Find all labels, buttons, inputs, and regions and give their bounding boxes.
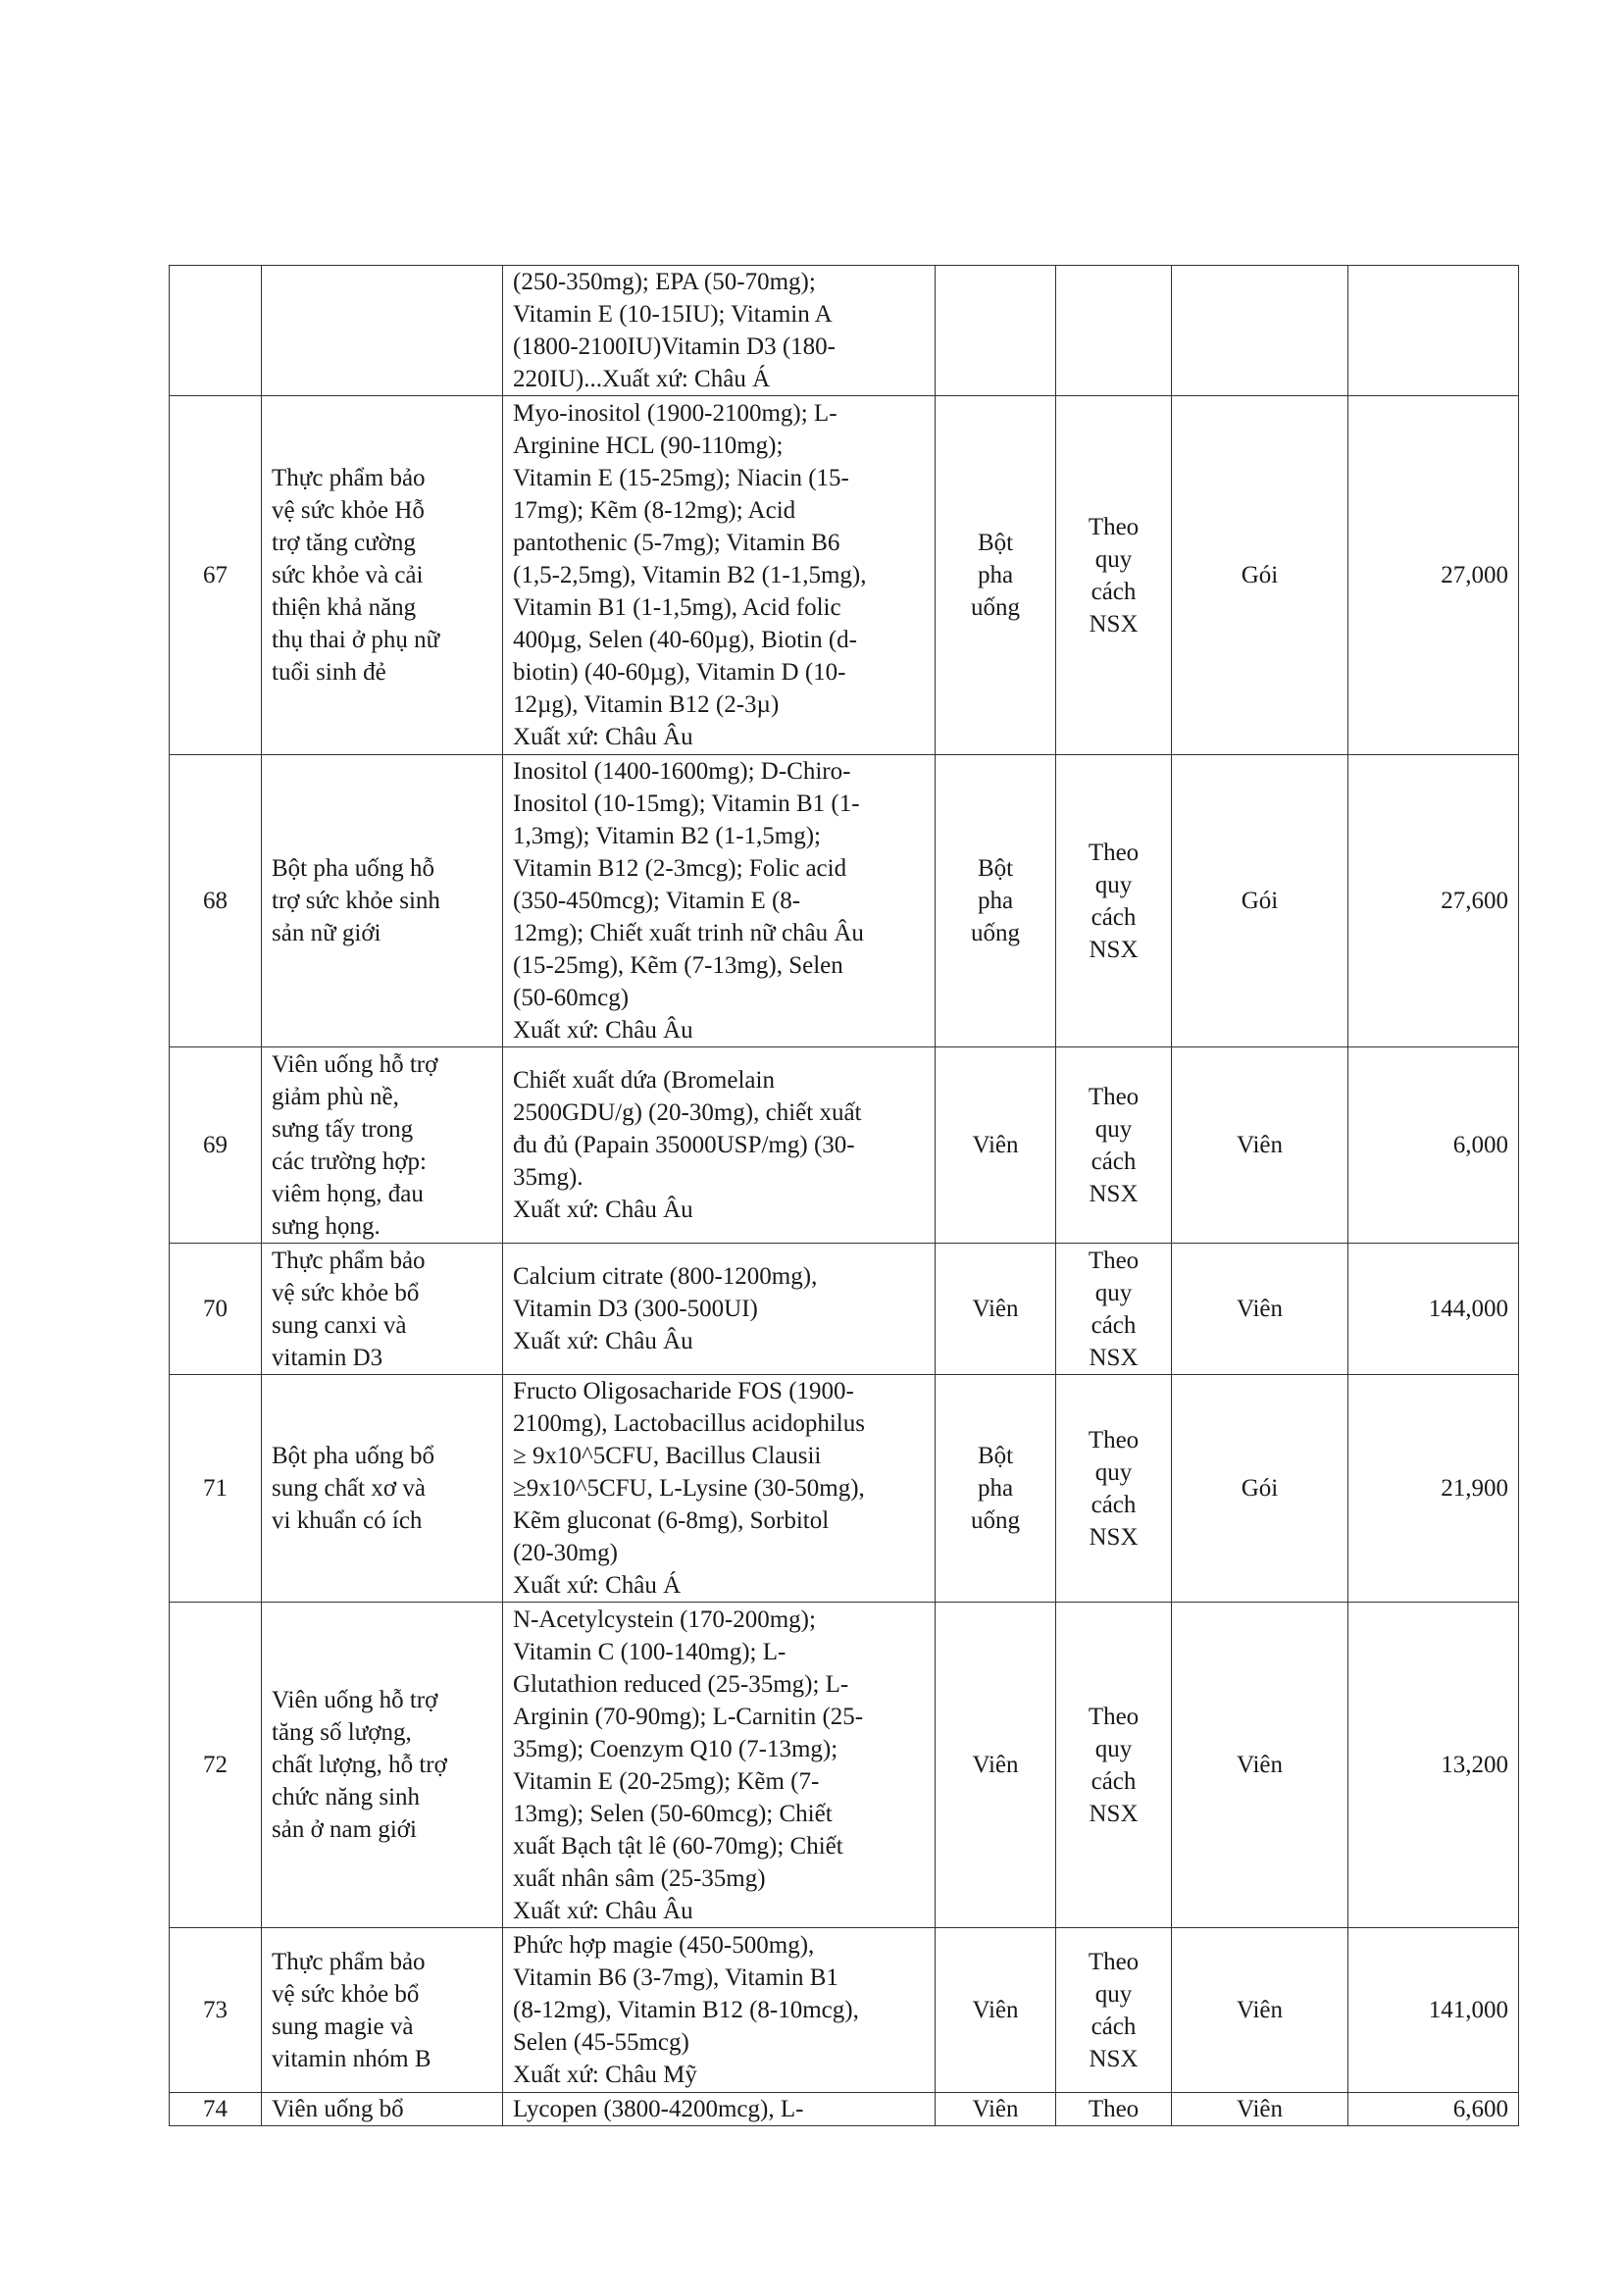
table-row	[170, 755, 1519, 1047]
product-spec: N-Acetylcystein (170-200mg); Vitamin C (100-140mg); L- Glutathion reduced (25-35mg); L- Arginin (70-90mg); L-Carnitin (25- 35mg); Coenzym Q10 (7-13mg); Vitamin E (20-25mg); Kẽm (7- 13mg); Selen (50-60mcg); Chiết xuất Bạch tật lê (60-70mg); Chiết xuất nhân sâm (25-35mg) Xuất xứ: Châu Âu	[503, 1603, 936, 1928]
dosage-form: Bột pha uống	[936, 755, 1056, 1047]
unit: Gói	[1172, 1375, 1348, 1603]
dosage-form: Viên	[936, 1928, 1056, 2093]
row-number: 73	[170, 1928, 262, 2093]
price: 27,000	[1348, 396, 1519, 755]
row-number: 68	[170, 755, 262, 1047]
row-number: 67	[170, 396, 262, 755]
packaging-standard: Theo quy cách NSX	[1056, 1603, 1172, 1928]
table-row	[170, 2093, 1519, 2126]
table-row	[170, 1047, 1519, 1244]
unit: Viên	[1172, 2093, 1348, 2126]
dosage-form: Viên	[936, 2093, 1056, 2126]
packaging-standard: Theo quy cách NSX	[1056, 755, 1172, 1047]
row-number: 71	[170, 1375, 262, 1603]
packaging-standard: Theo quy cách NSX	[1056, 1928, 1172, 2093]
packaging-standard: Theo quy cách NSX	[1056, 396, 1172, 755]
row-number: 70	[170, 1244, 262, 1375]
unit: Viên	[1172, 1047, 1348, 1244]
packaging-standard: Theo quy cách NSX	[1056, 1375, 1172, 1603]
product-table	[169, 265, 1519, 2126]
price: 141,000	[1348, 1928, 1519, 2093]
product-name: Thực phẩm bảo vệ sức khỏe bổ sung canxi và vitamin D3	[262, 1244, 503, 1375]
product-name: Thực phẩm bảo vệ sức khỏe Hỗ trợ tăng cường sức khỏe và cải thiện khả năng thụ thai ở phụ nữ tuổi sinh đẻ	[262, 396, 503, 755]
price: 21,900	[1348, 1375, 1519, 1603]
table-row	[170, 1603, 1519, 1928]
price: 13,200	[1348, 1603, 1519, 1928]
price: 6,000	[1348, 1047, 1519, 1244]
product-name: Thực phẩm bảo vệ sức khỏe bổ sung magie và vitamin nhóm B	[262, 1928, 503, 2093]
product-spec: (250-350mg); EPA (50-70mg); Vitamin E (10-15IU); Vitamin A (1800-2100IU)Vitamin D3 (180- 220IU)...Xuất xứ: Châu Á	[503, 266, 936, 396]
unit: Gói	[1172, 755, 1348, 1047]
packaging-standard	[1056, 266, 1172, 396]
product-name: Viên uống bổ	[262, 2093, 503, 2126]
price: 144,000	[1348, 1244, 1519, 1375]
dosage-form: Bột pha uống	[936, 1375, 1056, 1603]
table-row	[170, 1244, 1519, 1375]
packaging-standard: Theo quy cách NSX	[1056, 1047, 1172, 1244]
table-row	[170, 1928, 1519, 2093]
price: 27,600	[1348, 755, 1519, 1047]
product-spec: Inositol (1400-1600mg); D-Chiro- Inositol (10-15mg); Vitamin B1 (1- 1,3mg); Vitamin B2 (1-1,5mg); Vitamin B12 (2-3mcg); Folic acid (350-450mcg); Vitamin E (8- 12mg); Chiết xuất trinh nữ châu Âu (15-25mg), Kẽm (7-13mg), Selen (50-60mcg) Xuất xứ: Châu Âu	[503, 755, 936, 1047]
product-name: Viên uống hỗ trợ giảm phù nề, sưng tấy trong các trường hợp: viêm họng, đau sưng họng.	[262, 1047, 503, 1244]
price: 6,600	[1348, 2093, 1519, 2126]
dosage-form: Bột pha uống	[936, 396, 1056, 755]
product-spec: Fructo Oligosacharide FOS (1900- 2100mg), Lactobacillus acidophilus ≥ 9x10^5CFU, Bacillus Clausii ≥9x10^5CFU, L-Lysine (30-50mg), Kẽm gluconat (6-8mg), Sorbitol (20-30mg) Xuất xứ: Châu Á	[503, 1375, 936, 1603]
row-number: 72	[170, 1603, 262, 1928]
dosage-form: Viên	[936, 1603, 1056, 1928]
unit: Gói	[1172, 396, 1348, 755]
packaging-standard: Theo quy cách NSX	[1056, 1244, 1172, 1375]
dosage-form: Viên	[936, 1244, 1056, 1375]
product-spec: Lycopen (3800-4200mcg), L-	[503, 2093, 936, 2126]
table-row	[170, 396, 1519, 755]
dosage-form: Viên	[936, 1047, 1056, 1244]
row-number: 69	[170, 1047, 262, 1244]
dosage-form	[936, 266, 1056, 396]
product-spec: Myo-inositol (1900-2100mg); L- Arginine HCL (90-110mg); Vitamin E (15-25mg); Niacin (15- 17mg); Kẽm (8-12mg); Acid pantothenic (5-7mg); Vitamin B6 (1,5-2,5mg), Vitamin B2 (1-1,5mg), Vitamin B1 (1-1,5mg), Acid folic 400µg, Selen (40-60µg), Biotin (d- biotin) (40-60µg), Vitamin D (10- 12µg), Vitamin B12 (2-3µ) Xuất xứ: Châu Âu	[503, 396, 936, 755]
unit: Viên	[1172, 1244, 1348, 1375]
product-name: Bột pha uống bổ sung chất xơ và vi khuẩn có ích	[262, 1375, 503, 1603]
row-number	[170, 266, 262, 396]
table-row	[170, 266, 1519, 396]
unit: Viên	[1172, 1603, 1348, 1928]
product-name: Bột pha uống hỗ trợ sức khỏe sinh sản nữ giới	[262, 755, 503, 1047]
unit	[1172, 266, 1348, 396]
product-spec: Phức hợp magie (450-500mg), Vitamin B6 (3-7mg), Vitamin B1 (8-12mg), Vitamin B12 (8-10mcg), Selen (45-55mcg) Xuất xứ: Châu Mỹ	[503, 1928, 936, 2093]
product-spec: Chiết xuất dứa (Bromelain 2500GDU/g) (20-30mg), chiết xuất đu đủ (Papain 35000USP/mg) (30- 35mg). Xuất xứ: Châu Âu	[503, 1047, 936, 1244]
row-number: 74	[170, 2093, 262, 2126]
price	[1348, 266, 1519, 396]
unit: Viên	[1172, 1928, 1348, 2093]
table-row	[170, 1375, 1519, 1603]
packaging-standard: Theo	[1056, 2093, 1172, 2126]
product-name: Viên uống hỗ trợ tăng số lượng, chất lượng, hỗ trợ chức năng sinh sản ở nam giới	[262, 1603, 503, 1928]
product-name	[262, 266, 503, 396]
product-spec: Calcium citrate (800-1200mg), Vitamin D3 (300-500UI) Xuất xứ: Châu Âu	[503, 1244, 936, 1375]
